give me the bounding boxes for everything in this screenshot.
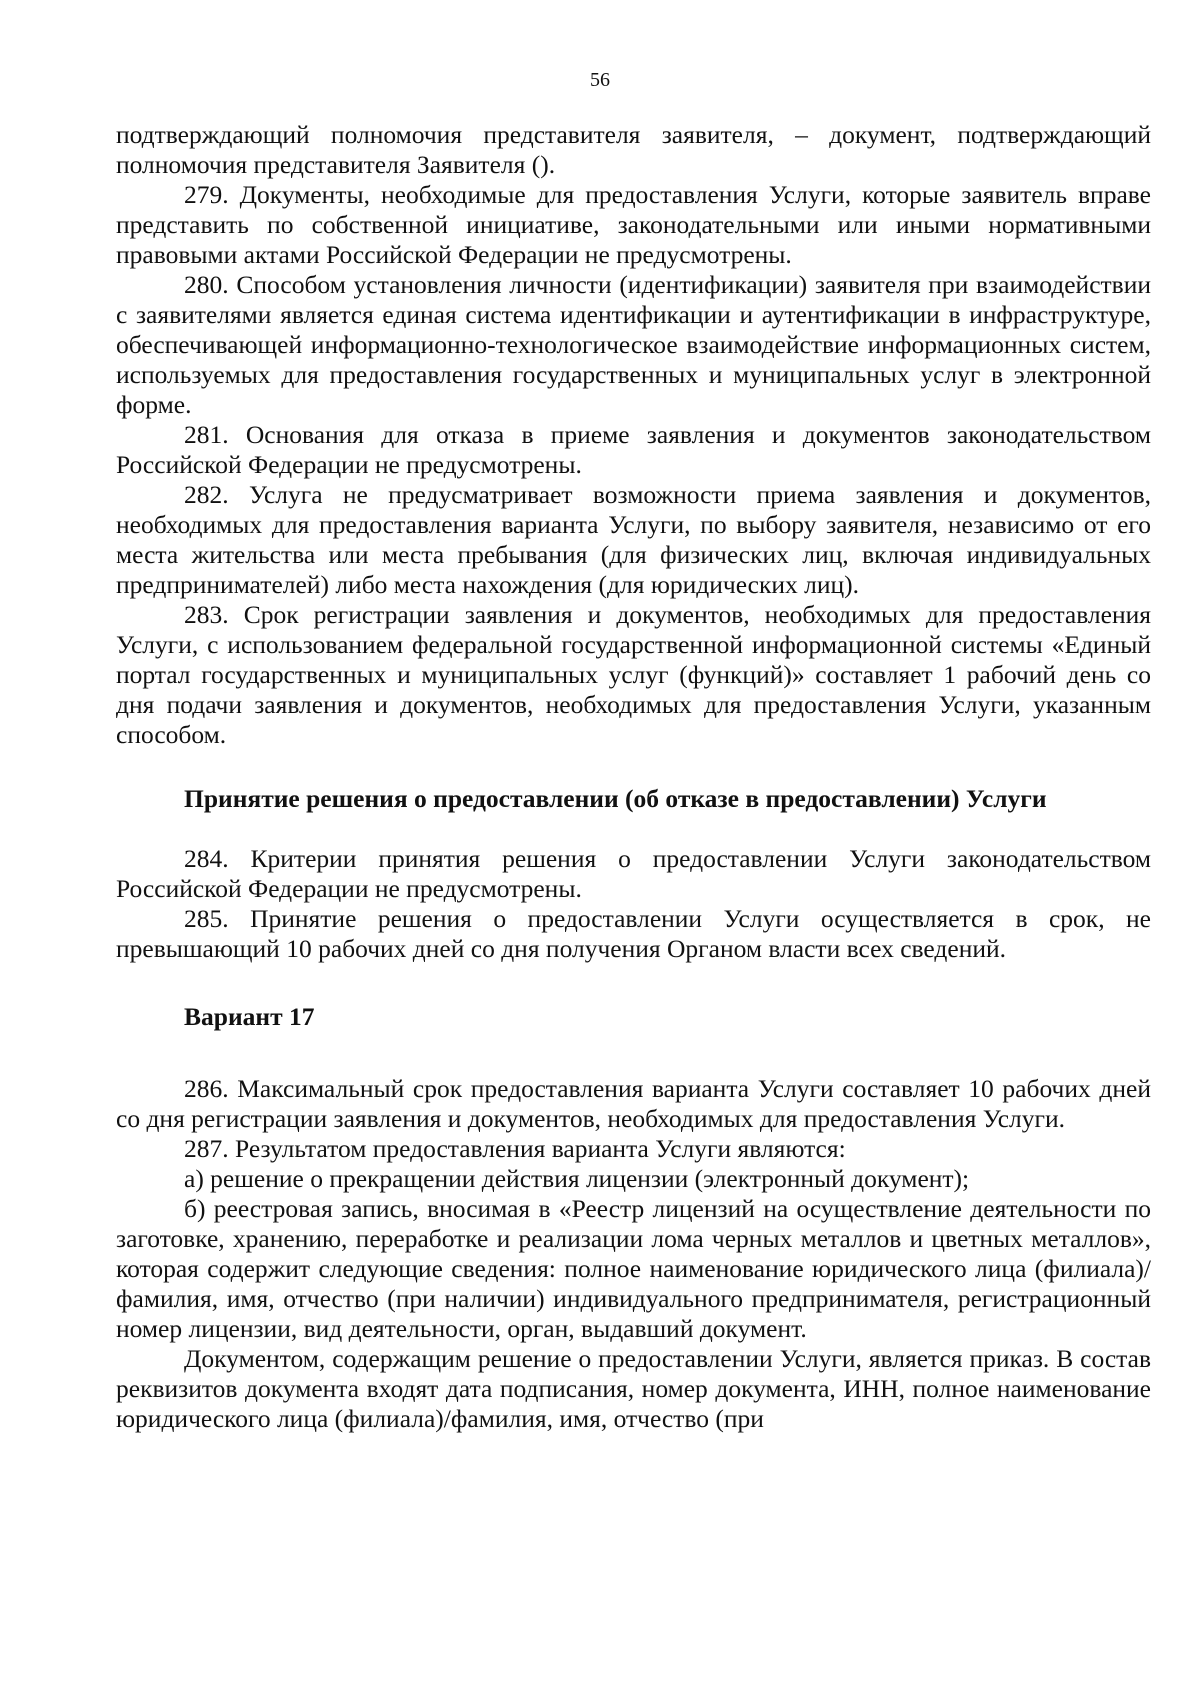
section-heading-variant: Вариант 17 bbox=[184, 1002, 315, 1031]
page-number: 56 bbox=[590, 69, 610, 91]
paragraph-decision-document: Документом, содержащим решение о предоставлении Услуги, является приказ. В состав реквизитов документа входят дата подписания, номер документа, ИНН, полное наименование юридического лица (филиала)/фамилия, имя, отчество (при bbox=[116, 1344, 1151, 1433]
paragraph-282: 282. Услуга не предусматривает возможности приема заявления и документов, необходимых для предоставления варианта Услуги, по выбору заявителя, независимо от его места жительства или места пребывания (для физических лиц, включая индивидуальных предпринимателей) либо места нахождения (для юридических лиц). bbox=[116, 480, 1151, 599]
paragraph-284: 284. Критерии принятия решения о предоставлении Услуги законодательством Российской Федерации не предусмотрены. bbox=[116, 844, 1151, 903]
document-body bbox=[116, 120, 1151, 1434]
paragraph-279: 279. Документы, необходимые для предоставления Услуги, которые заявитель вправе представить по собственной инициативе, законодательными или иными нормативными правовыми актами Российской Федерации не предусмотрены. bbox=[116, 180, 1151, 269]
paragraph-287: 287. Результатом предоставления варианта Услуги являются: bbox=[184, 1134, 846, 1163]
paragraph-283: 283. Срок регистрации заявления и документов, необходимых для предоставления Услуги, с использованием федеральной государственной информационной системы «Единый портал государственных и муниципальных услуг (функций)» составляет 1 рабочий день со дня подачи заявления и документов, необходимых для предоставления Услуги, указанным способом. bbox=[116, 600, 1151, 749]
paragraph-287-b: б) реестровая запись, вносимая в «Реестр лицензий на осуществление деятельности по заготовке, хранению, переработке и реализации лома черных металлов и цветных металлов», которая содержит следующие сведения: полное наименование юридического лица (филиала)/фамилия, имя, отчество (при наличии) индивидуального предпринимателя, регистрационный номер лицензии, вид деятельности, орган, выдавший документ. bbox=[116, 1194, 1151, 1343]
paragraph-285: 285. Принятие решения о предоставлении Услуги осуществляется в срок, не превышающий 10 рабочих дней со дня получения Органом власти всех сведений. bbox=[116, 904, 1151, 963]
paragraph-287-a: а) решение о прекращении действия лицензии (электронный документ); bbox=[184, 1164, 970, 1193]
paragraph-continuation: подтверждающий полномочия представителя заявителя, – документ, подтверждающий полномочия представителя Заявителя (). bbox=[116, 120, 1151, 179]
paragraph-281: 281. Основания для отказа в приеме заявления и документов законодательством Российской Федерации не предусмотрены. bbox=[116, 420, 1151, 479]
section-heading-decision: Принятие решения о предоставлении (об отказе в предоставлении) Услуги bbox=[184, 784, 1047, 813]
paragraph-280: 280. Способом установления личности (идентификации) заявителя при взаимодействии с заявителями является единая система идентификации и аутентификации в инфраструктуре, обеспечивающей информационно-технологическое взаимодействие информационных систем, используемых для предоставления государственных и муниципальных услуг в электронной форме. bbox=[116, 270, 1151, 419]
paragraph-286: 286. Максимальный срок предоставления варианта Услуги составляет 10 рабочих дней со дня регистрации заявления и документов, необходимых для предоставления Услуги. bbox=[116, 1074, 1151, 1133]
